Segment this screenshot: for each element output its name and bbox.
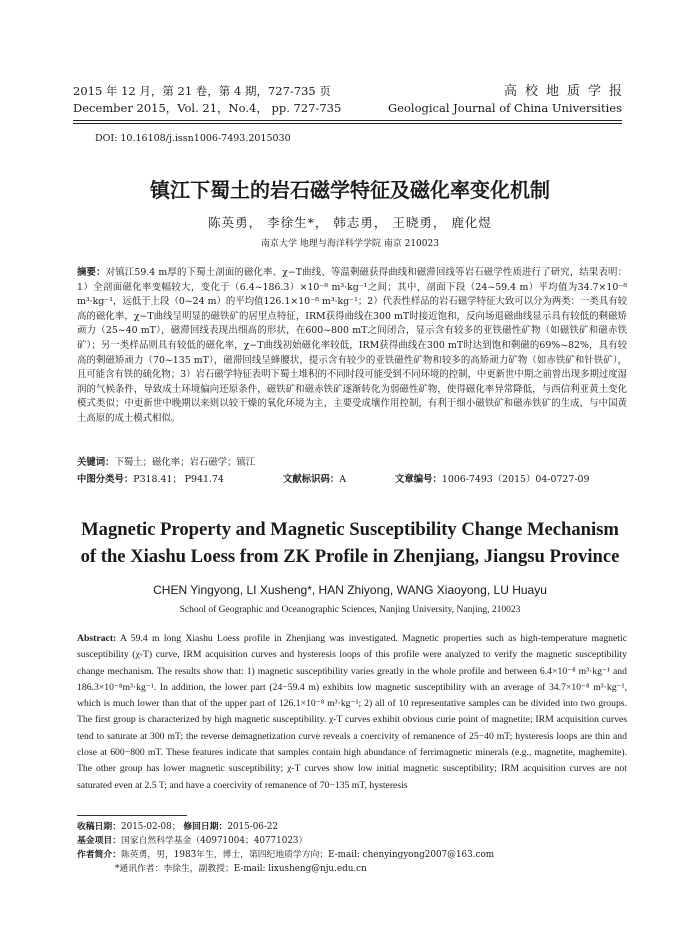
fund-value: 国家自然科学基金（40971004；40771023） [121, 836, 308, 846]
header-issue-info [73, 83, 341, 117]
author-bio-value: 陈英勇，男，1983年生，博士，第四纪地质学方向；E-mail: chenyingyong2007@163.com [121, 850, 495, 860]
header-journal-name [387, 83, 630, 117]
header-rule-top [73, 120, 622, 121]
article-no-value: 1006-7493（2015）04-0727-09 [441, 474, 590, 485]
received-value: 2015-02-08； [121, 822, 181, 832]
cn-keywords-label: 关键词： [77, 457, 115, 468]
en-authors: CHEN Yingyong, LI Xusheng*, HAN Zhiyong, WANG Xiaoyong, LU Huayu [153, 583, 547, 597]
received-label: 收稿日期： [77, 822, 121, 832]
en-abstract-text: A 59.4 m long Xiashu Loess profile in Zhenjiang was investigated. Magnetic properties such as high-temperature magnetic susceptibility (χ-T) curve, IRM acquisition curves and hysteresis loops of this profile were analyzed to verify the magnetic susceptibility change mechanism. The results show that: 1) magnetic susceptibility varies greatly in the whole profile and between 6.4×10⁻⁸ m³·kg⁻¹ and 186.3×10⁻⁸m³·kg⁻¹. In addition, the lower part (24−59.4 m) exhibits low magnetic susceptibility with an average of 34.7×10⁻⁸ m³·kg⁻¹, which is much lower than that of the upper part of 126.1×10⁻⁸ m³·kg⁻¹; 2) all of 10 representative samples can be divided into two groups. The first group is characterized by high magnetic susceptibility. χ-T curves exhibit obvious curie point of magnetite; IRM acquisition curves tend to saturate at 300 mT; the reverse demagnetization curve reveals a coercivity of remanence of 25−40 mT; hysteresis loops are thin and close at 600−800 mT. These features indicate that samples contain high abundance of ferrimagnetic minerals (e.g., magnetite, maghemite). The other group has lower magnetic susceptibility; χ-T curves show low initial magnetic susceptibility; IRM acquisition curves are not saturated even at 2.5 T; and have a coercivity of remanence of 70−135 mT, hysteresis [77, 633, 627, 791]
fund-label: 基金项目： [77, 836, 121, 846]
corr-label: *通讯作者： [115, 864, 164, 874]
header-rule-bottom [73, 123, 622, 124]
footnote [77, 820, 637, 876]
en-title-line2: of the Xiashu Loess from ZK Profile in Zhenjiang, Jiangsu Province [80, 546, 620, 567]
cn-affiliation: 南京大学 地理与海洋科学学院 南京 210023 [261, 239, 439, 249]
cls-value: P318.41； P941.74 [133, 474, 224, 485]
cn-abstract-text: 对镇江59.4 m厚的下蜀土剖面的磁化率、χ−T曲线、等温剩磁获得曲线和磁滞回线等岩石磁学性质进行了研究，结果表明：1）全剖面磁化率变幅较大，变化于（6.4~186.3）×10⁻⁸ m³·kg⁻¹之间；其中，剖面下段（24~59.4 m）平均值为34.7×10⁻⁸ m³·kg⁻¹，远低于上段（0~24 m）的平均值126.1×10⁻⁸ m³·kg⁻¹；2）代表性样品的岩石磁学特征大致可以分为两类：一类具有较高的磁化率，χ−T曲线呈明显的磁铁矿的居里点特征，IRM获得曲线在300 mT时接近饱和，反向场退磁曲线显示具有较低的剩磁矫顽力（25~40 mT），磁滞回线表现出细高的形状，在600~800 mT之间闭合，显示含有较多的亚铁磁性矿物（如磁铁矿和磁赤铁矿）；另一类样品则具有较低的磁化率，χ−T曲线初始磁化率较低，IRM获得曲线在300 mT时达到饱和剩磁的69%~82%，具有较高的剩磁矫顽力（70~135 mT），磁滞回线呈蜂腰状，提示含有较少的亚铁磁性矿物和较多的高矫顽力矿物（如赤铁矿和针铁矿），且可能含有铁的硫化物；3）岩石磁学特征表明下蜀土堆积的不同时段可能受到不同环境的控制，中更新世中期之前曾出现多期过度湿润的气候条件，导致成土环境偏向还原条件，磁铁矿和磁赤铁矿逐渐转化为弱磁性矿物，使得磁化率异常降低，与西信利亚黄土变化模式类似；中更新世中晚期以来则以较干燥的氧化环境为主，主要受成壤作用控制，有利于细小磁铁矿和磁赤铁矿的生成，与中国黄土高原的成土模式相似。 [77, 267, 627, 424]
cn-authors: 陈英勇， 李徐生*， 韩志勇， 王晓勇， 鹿化煜 [208, 215, 492, 230]
en-abstract-label: Abstract: [77, 633, 117, 644]
author-bio-label: 作者简介： [77, 850, 121, 860]
cn-title: 镇江下蜀土的岩石磁学特征及磁化率变化机制 [150, 178, 550, 202]
revised-label: 修回日期： [183, 822, 228, 832]
cn-abstract-label: 摘要： [77, 267, 106, 278]
cn-classification [77, 473, 627, 487]
revised-value: 2015-06-22 [227, 822, 279, 832]
footnote-fund [77, 834, 637, 848]
cn-keywords [77, 456, 627, 470]
en-title [0, 516, 700, 570]
cls-label: 中图分类号： [77, 474, 134, 485]
en-abstract [77, 631, 627, 794]
corr-value: 李徐生，副教授；E-mail: lixusheng@nju.edu.cn [163, 864, 367, 874]
en-affiliation: School of Geographic and Oceanographic Sciences, Nanjing University, Nanjing, 210023 [179, 605, 521, 615]
footnote-corresponding [77, 862, 637, 876]
doc-code-label: 文献标识码： [283, 474, 340, 485]
header-en-issue: December 2015，Vol. 21，No.4， pp. 727-735 [73, 101, 342, 115]
article-no-label: 文章编号： [395, 474, 442, 485]
cn-abstract [77, 266, 627, 427]
en-title-line1: Magnetic Property and Magnetic Susceptibility Change Mechanism [81, 519, 619, 540]
footnote-rule [77, 815, 187, 816]
footnote-dates [77, 820, 637, 834]
header-en-journal: Geological Journal of China Universities [387, 101, 622, 115]
header-cn-journal: 高校地质学报 [503, 84, 630, 99]
cn-keywords-value: 下蜀土；磁化率；岩石磁学；镇江 [114, 457, 256, 468]
header-cn-issue: 2015 年 12 月，第 21 卷，第 4 期，727-735 页 [73, 84, 331, 98]
footnote-author [77, 848, 637, 862]
doi-line[interactable]: DOI: 10.16108/j.issn1006-7493.2015030 [95, 133, 291, 144]
doc-code-value: A [339, 474, 347, 485]
